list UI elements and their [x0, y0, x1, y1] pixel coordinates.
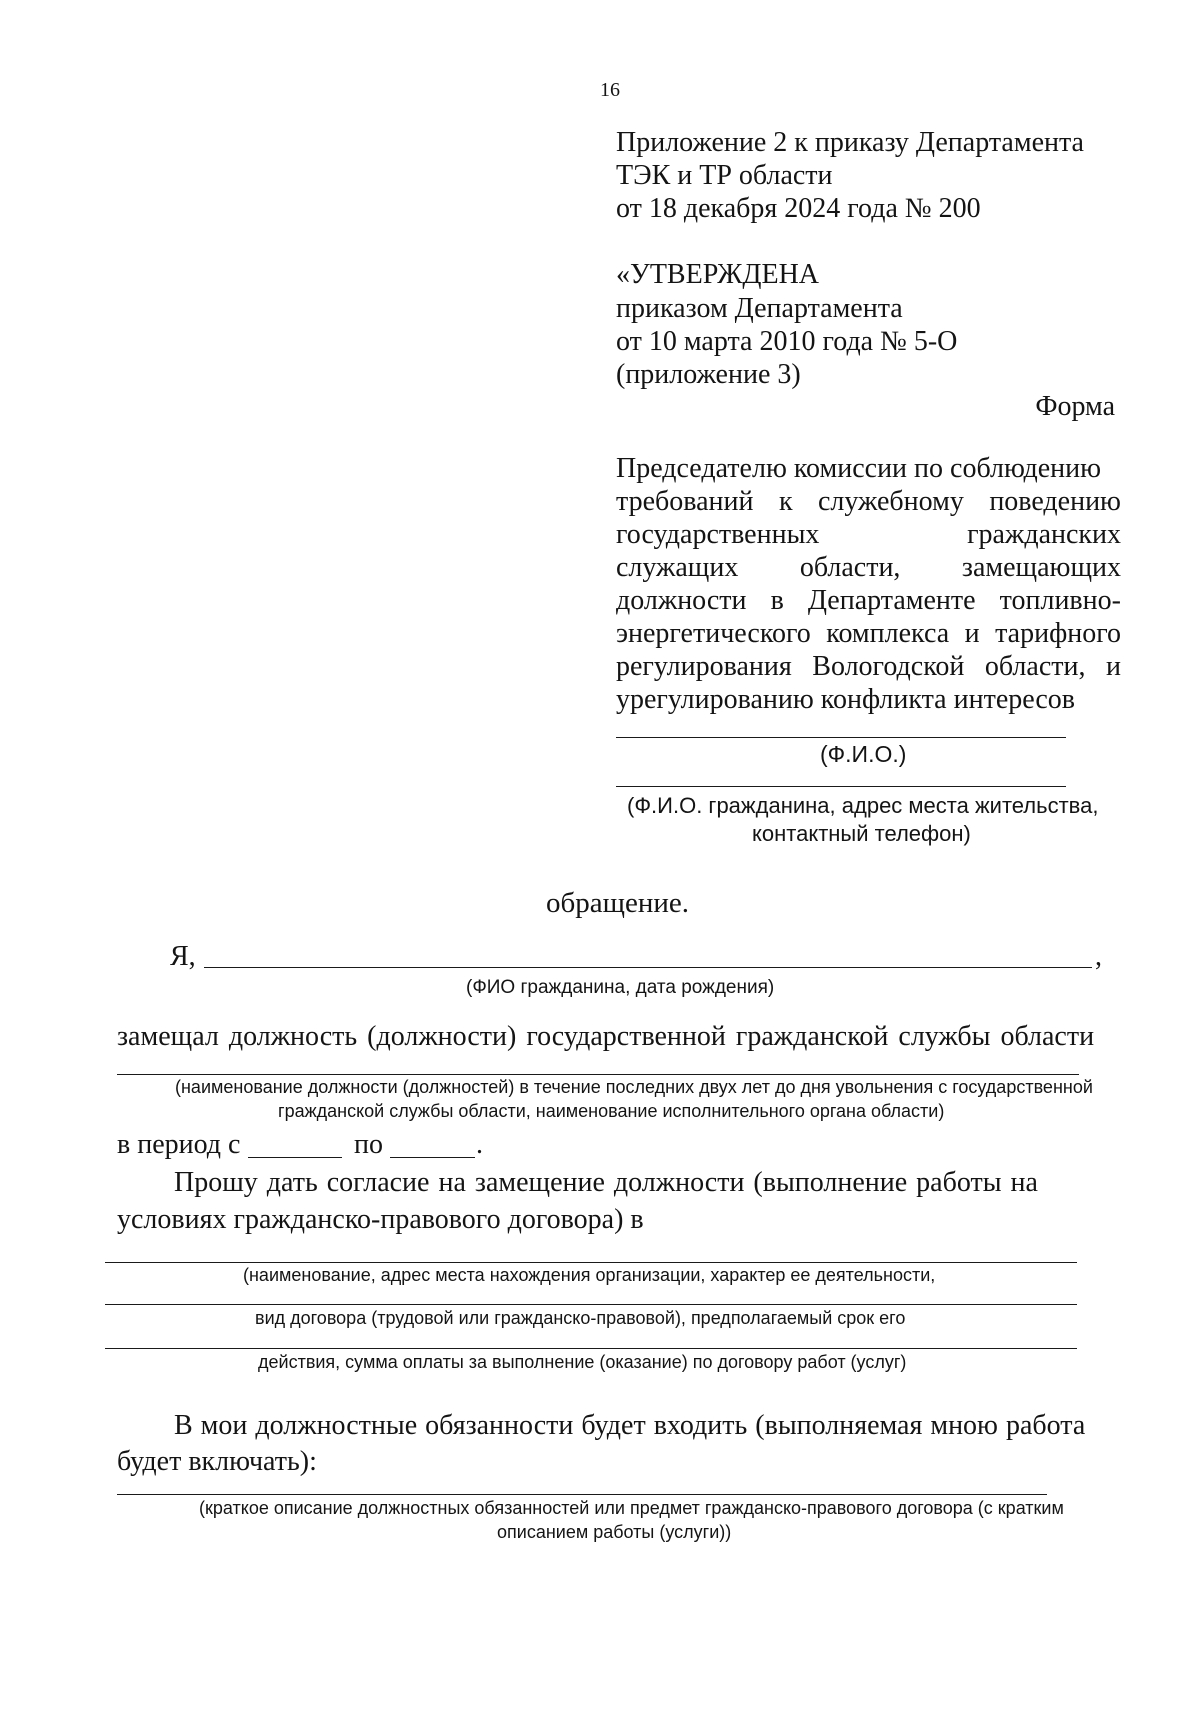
period-middle: по [354, 1129, 383, 1160]
approved-line-1: «УТВЕРЖДЕНА [616, 259, 820, 290]
word: Вологодской [812, 651, 965, 682]
word: поведению [989, 486, 1121, 517]
word: требований [616, 486, 754, 517]
word: области, [984, 651, 1086, 682]
ya-comma: , [1095, 941, 1102, 972]
addressee-line-3 [616, 518, 1121, 551]
word: энергетического [616, 618, 811, 649]
word: и [1105, 651, 1121, 682]
org-caption-line-2: вид договора (трудовой или гражданско-правовой), предполагаемый срок его [255, 1308, 906, 1328]
duties-line-2: будет включать): [117, 1446, 317, 1477]
period-suffix: . [476, 1129, 483, 1160]
document-title: обращение. [546, 887, 689, 919]
org-line-3 [105, 1348, 1077, 1349]
citizen-caption-line-2: контактный телефон) [752, 821, 971, 846]
word: области, [799, 552, 901, 583]
position-line [117, 1074, 1079, 1075]
position-caption-line-1: (наименование должности (должностей) в течение последних двух лет до дня увольнения с государственной [175, 1077, 1093, 1097]
word: государственных [616, 519, 820, 550]
word: к [778, 486, 793, 517]
position-caption-line-2: гражданской службы области, наименование исполнительного органа области) [278, 1101, 945, 1121]
addressee-line-2 [616, 485, 1121, 518]
org-line-2 [105, 1304, 1077, 1305]
duties-line-1: В мои должностные обязанности будет входить (выполняемая мною работа [174, 1410, 1086, 1441]
word: гражданских [967, 519, 1121, 550]
word: в [770, 585, 784, 616]
word: служащих [616, 552, 739, 583]
form-label: Форма [1035, 391, 1115, 422]
appendix-line-1: Приложение 2 к приказу Департамента [616, 127, 1084, 158]
org-line-1 [105, 1262, 1077, 1263]
word: и [964, 618, 980, 649]
word: тарифного [995, 618, 1121, 649]
ya-label: Я, [170, 941, 196, 972]
appendix-line-2: ТЭК и ТР области [616, 160, 833, 191]
word: служебному [818, 486, 964, 517]
citizen-caption-line-1: (Ф.И.О. гражданина, адрес места жительства, [627, 793, 1099, 818]
held-position-text: замещал должность (должности) государственной гражданской службы области [117, 1021, 1095, 1052]
request-line-2: условиях гражданско-правового договора) в [117, 1204, 644, 1235]
duties-caption-line-2: описанием работы (услуги)) [497, 1522, 732, 1542]
fio-line [616, 737, 1066, 738]
duties-field-line [117, 1494, 1047, 1495]
appendix-line-3: от 18 декабря 2024 года № 200 [616, 193, 981, 224]
period-from-field[interactable] [248, 1157, 342, 1158]
word: комплекса [826, 618, 950, 649]
request-line-1: Прошу дать согласие на замещение должности (выполнение работы на [174, 1167, 1038, 1198]
page-number: 16 [600, 79, 620, 101]
addressee-line-5 [616, 584, 1121, 617]
approved-line-3: от 10 марта 2010 года № 5-О [616, 326, 958, 357]
citizen-line [616, 786, 1066, 787]
word: Департаменте [807, 585, 976, 616]
addressee-line-8: урегулированию конфликта интересов [616, 684, 1076, 715]
org-caption-line-1: (наименование, адрес места нахождения организации, характер ее деятельности, [243, 1265, 936, 1285]
period-to-field[interactable] [390, 1157, 475, 1158]
duties-caption-line-1: (краткое описание должностных обязанностей или предмет гражданско-правового договора (с кратким [199, 1498, 1064, 1518]
period-prefix: в период с [117, 1129, 241, 1160]
fio-caption: (Ф.И.О.) [820, 741, 907, 767]
addressee-line-4 [616, 551, 1121, 584]
word: топливно- [999, 585, 1121, 616]
addressee-block [616, 452, 1121, 716]
addressee-line-7 [616, 650, 1121, 683]
approved-line-4: (приложение 3) [616, 359, 801, 390]
approved-line-2: приказом Департамента [616, 293, 903, 324]
word: должности [616, 585, 747, 616]
addressee-line-1-text: Председателю комиссии по соблюдению [616, 453, 1102, 484]
fio-birth-line [204, 967, 1092, 968]
fio-birth-caption: (ФИО гражданина, дата рождения) [466, 977, 775, 998]
word: замещающих [961, 552, 1121, 583]
addressee-line-1 [616, 452, 1121, 485]
addressee-line-6 [616, 617, 1121, 650]
word: регулирования [616, 651, 792, 682]
org-caption-line-3: действия, сумма оплаты за выполнение (оказание) по договору работ (услуг) [258, 1352, 907, 1372]
